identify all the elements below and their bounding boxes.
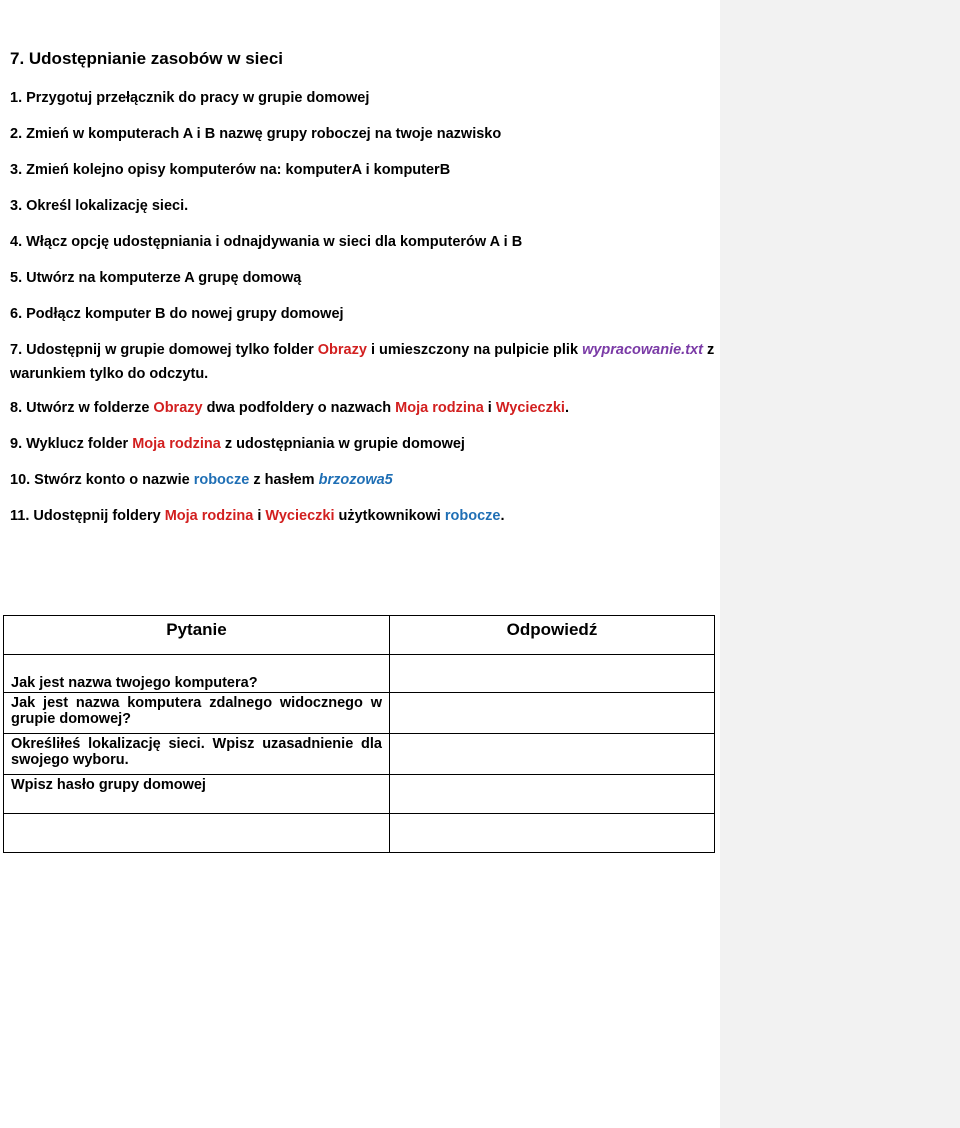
- step-7-continued: warunkiem tylko do odczytu.: [10, 366, 209, 382]
- step-1: 1. Przygotuj przełącznik do pracy w grupie domowej: [10, 90, 370, 106]
- step-10: [10, 472, 393, 488]
- section-title: 7. Udostępnianie zasobów w sieci: [10, 49, 284, 68]
- step-11-text: .: [500, 508, 505, 524]
- account-password: brzozowa5: [318, 472, 393, 488]
- table-row: [4, 734, 715, 775]
- answer-cell[interactable]: [390, 814, 715, 853]
- step-3b: 3. Określ lokalizację sieci.: [10, 198, 189, 214]
- account-name: robocze: [444, 508, 501, 524]
- step-8: [10, 400, 569, 416]
- folder-moja-rodzina: Moja rodzina: [395, 400, 484, 416]
- step-3a: 3. Zmień kolejno opisy komputerów na: komputerA i komputerB: [10, 162, 451, 178]
- step-11-text: 11. Udostępnij foldery: [10, 508, 165, 524]
- header-answer: Odpowiedź: [390, 616, 715, 655]
- table-row: [4, 693, 715, 734]
- step-11-text: użytkownikowi: [334, 508, 445, 524]
- folder-obrazy: Obrazy: [153, 400, 203, 416]
- step-10-text: 10. Stwórz konto o nazwie: [10, 472, 194, 488]
- table-row: [4, 655, 715, 693]
- table-row: [4, 775, 715, 814]
- step-7-text: z: [702, 342, 715, 358]
- step-11-text: i: [253, 508, 266, 524]
- answer-cell[interactable]: [390, 775, 715, 814]
- step-7-text: i umieszczony na pulpicie plik: [366, 342, 583, 358]
- step-9-text: 9. Wyklucz folder: [10, 436, 133, 452]
- step-4: 4. Włącz opcję udostępniania i odnajdywania w sieci dla komputerów A i B: [10, 234, 523, 250]
- step-9-text: z udostępniania w grupie domowej: [220, 436, 465, 452]
- header-question: Pytanie: [4, 616, 390, 655]
- folder-moja-rodzina: Moja rodzina: [132, 436, 221, 452]
- question-cell: Jak jest nazwa komputera zdalnego widocznego w grupie domowej?: [4, 693, 390, 734]
- step-8-text: i: [483, 400, 496, 416]
- table-header-row: [4, 616, 715, 655]
- step-6: 6. Podłącz komputer B do nowej grupy domowej: [10, 306, 344, 322]
- right-margin-pane: [720, 0, 960, 1128]
- step-5: 5. Utwórz na komputerze A grupę domową: [10, 270, 302, 286]
- folder-moja-rodzina: Moja rodzina: [164, 508, 254, 524]
- answer-cell[interactable]: [390, 693, 715, 734]
- step-11: [10, 508, 504, 524]
- folder-wycieczki: Wycieczki: [265, 508, 335, 524]
- folder-wycieczki: Wycieczki: [495, 400, 565, 416]
- question-cell: Określiłeś lokalizację sieci. Wpisz uzasadnienie dla swojego wyboru.: [4, 734, 390, 775]
- account-name: robocze: [193, 472, 250, 488]
- file-name: wypracowanie.txt: [582, 342, 703, 358]
- answer-cell[interactable]: [390, 734, 715, 775]
- step-2: 2. Zmień w komputerach A i B nazwę grupy roboczej na twoje nazwisko: [10, 126, 502, 142]
- step-9: [10, 436, 465, 452]
- question-cell: Jak jest nazwa twojego komputera?: [4, 655, 390, 693]
- step-7: [10, 342, 714, 358]
- step-8-text: dwa podfoldery o nazwach: [202, 400, 396, 416]
- question-cell: Wpisz hasło grupy domowej: [4, 775, 390, 814]
- step-7-text: 7. Udostępnij w grupie domowej tylko folder: [10, 342, 318, 358]
- table-row: [4, 814, 715, 853]
- folder-obrazy: Obrazy: [317, 342, 367, 358]
- step-8-text: 8. Utwórz w folderze: [10, 400, 154, 416]
- step-8-text: .: [564, 400, 569, 416]
- question-cell[interactable]: [4, 814, 390, 853]
- answer-cell[interactable]: [390, 655, 715, 693]
- question-answer-table: [3, 615, 715, 853]
- step-10-text: z hasłem: [249, 472, 319, 488]
